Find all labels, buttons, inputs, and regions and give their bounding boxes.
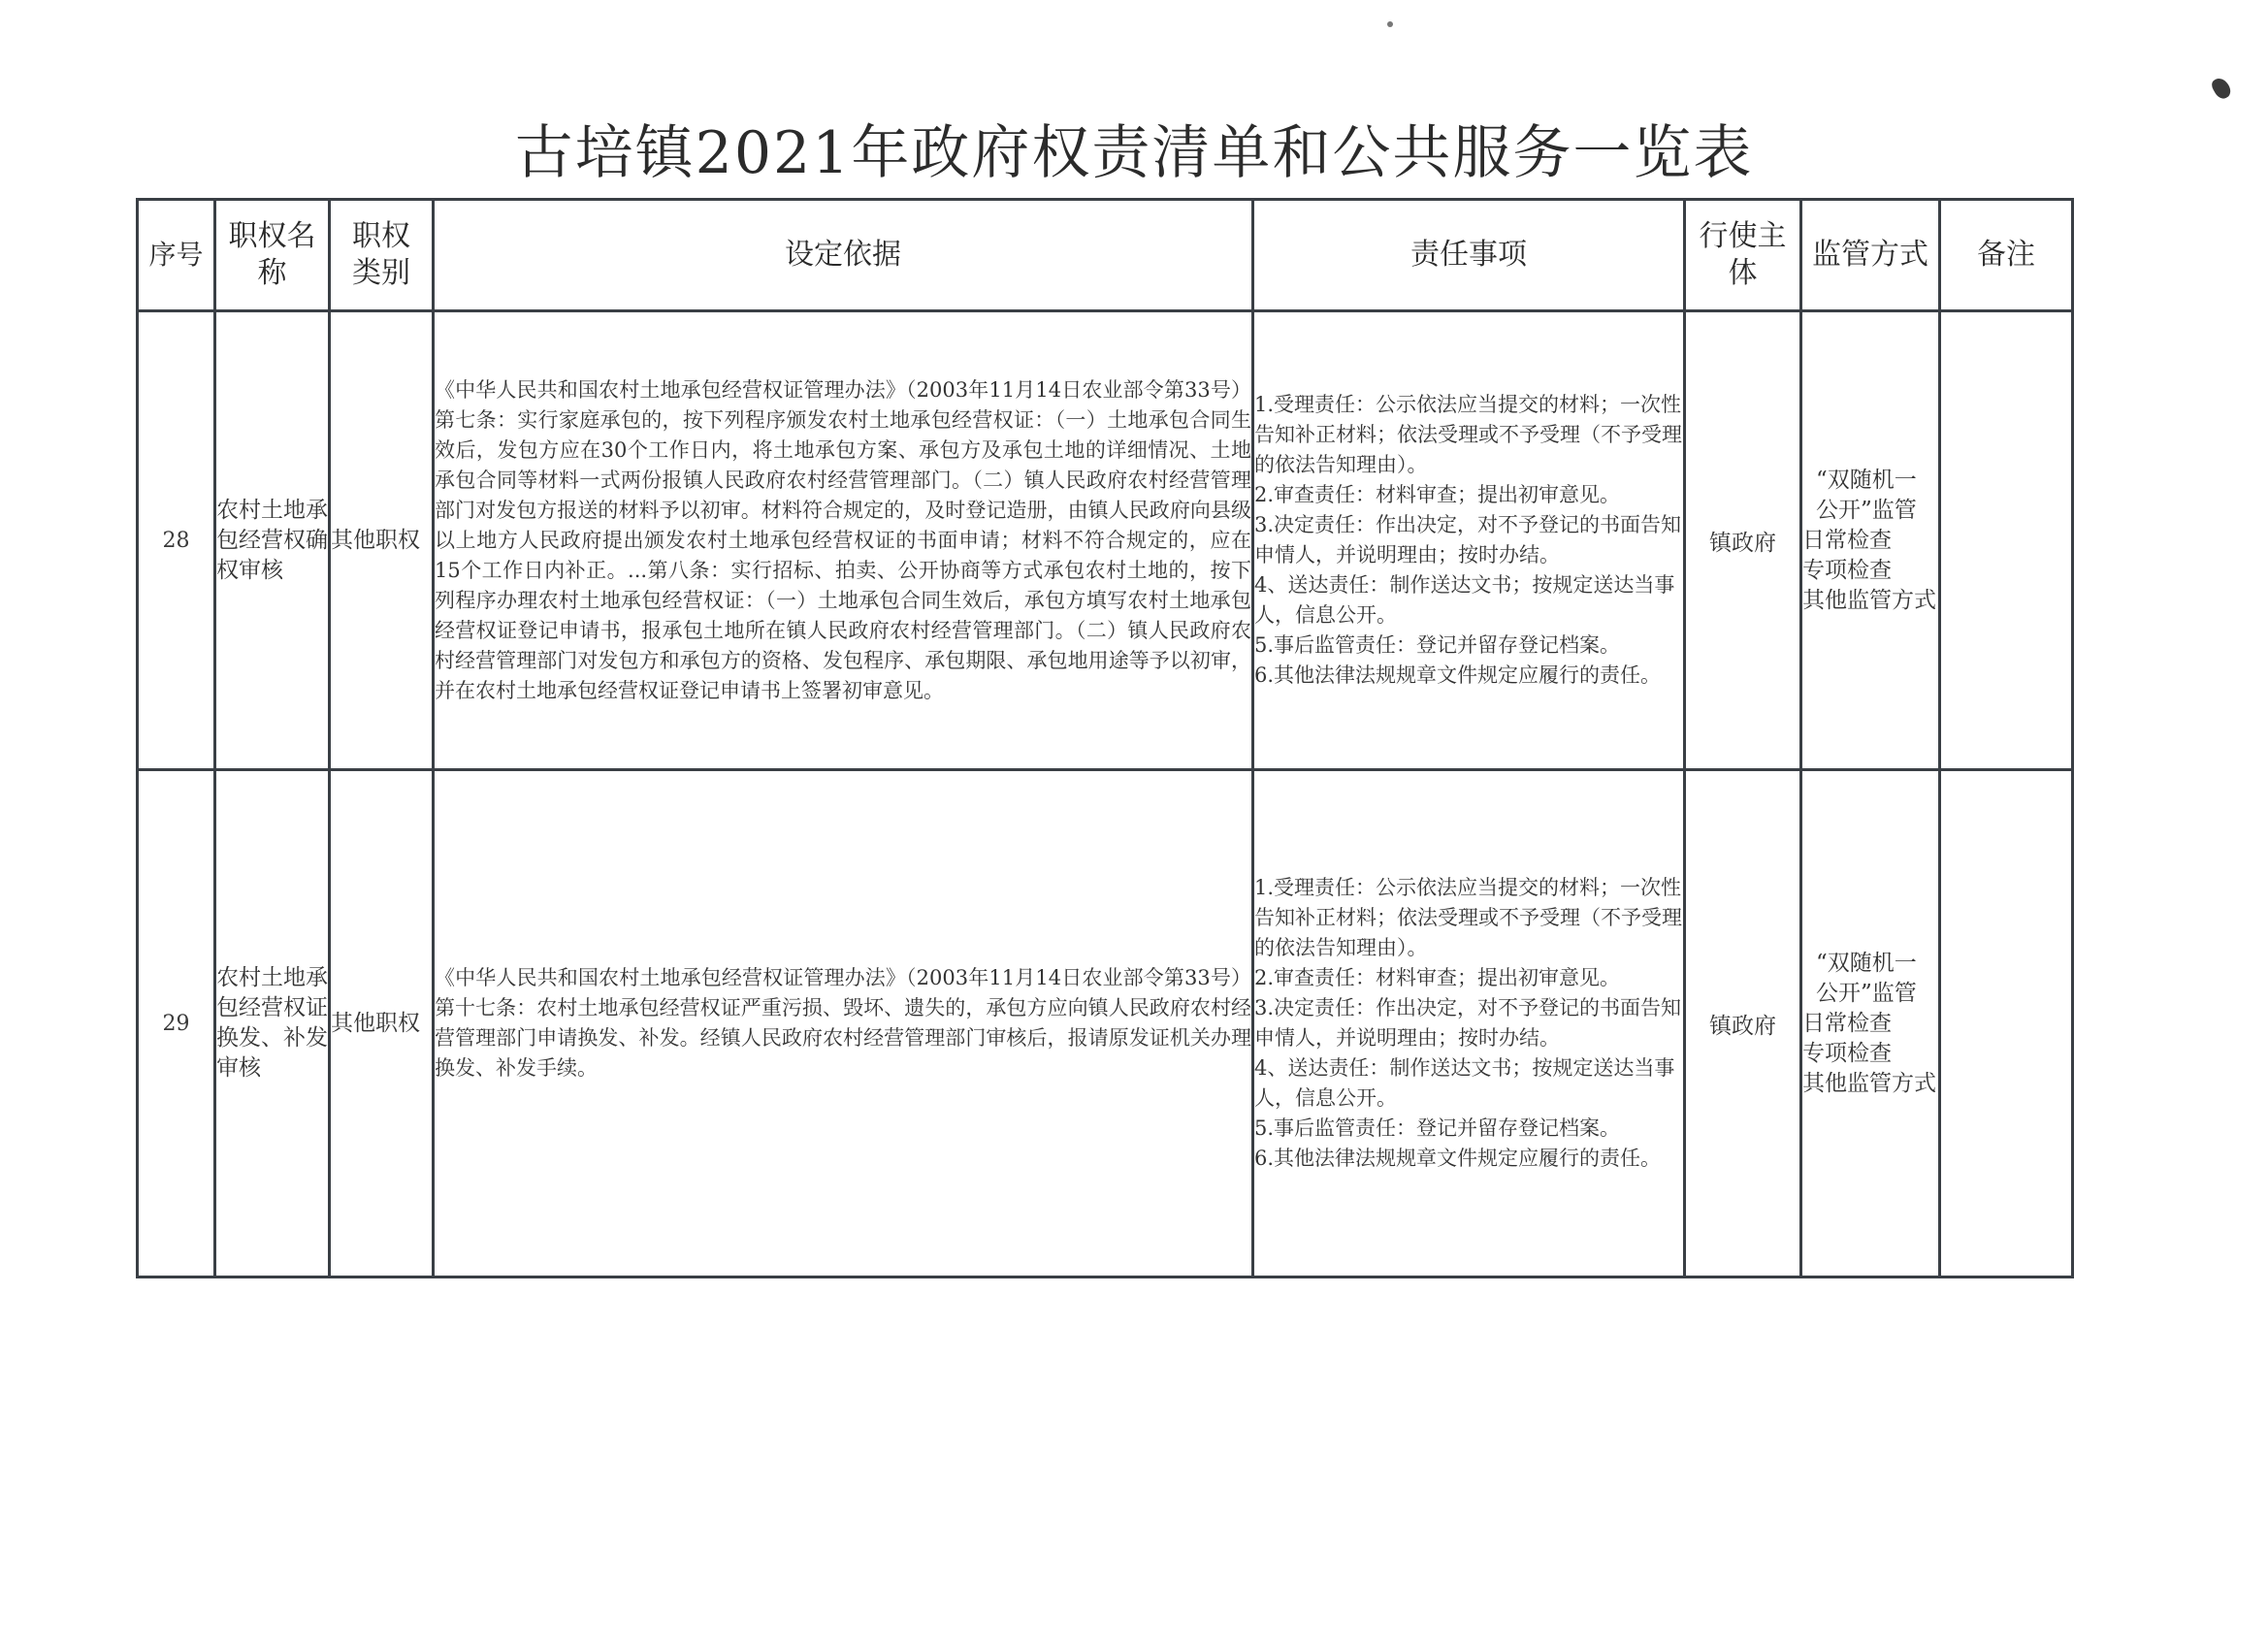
row-legal-basis: 《中华人民共和国农村土地承包经营权证管理办法》（2003年11月14日农业部令第33号）第七条：实行家庭承包的，按下列程序颁发农村土地承包经营权证：（一）土地承包合同生效后，发包方应在30个工作日内，将土地承包方案、承包方及承包土地的详细情况、土地承包合同等材料一式两份报镇人民政府农村经营管理部门。（二）镇人民政府农村经营管理部门对发包方报送的材料予以初审。材料符合规定的，及时登记造册，由镇人民政府向县级以上地方人民政府提出颁发农村土地承包经营权证的书面申请；材料不符合规定的，应在15个工作日内补正。...第八条：实行招标、拍卖、公开协商等方式承包农村土地的，按下列程序办理农村土地承包经营权证：（一）土地承包合同生效后，承包方填写农村土地承包经营权证登记申请书，报承包土地所在镇人民政府农村经营管理部门。（二）镇人民政府农村经营管理部门对发包方和承包方的资格、发包程序、承包期限、承包地用途等予以初审，并在农村土地承包经营权证登记申请书上签署初审意见。 bbox=[434, 311, 1253, 770]
page-title: 古培镇2021年政府权责清单和公共服务一览表 bbox=[514, 119, 1754, 187]
header-seq: 序号 bbox=[138, 200, 215, 311]
duty-item: 4、送达责任：制作送达文书；按规定送达当事人，信息公开。 bbox=[1254, 1056, 1675, 1110]
row-note bbox=[1940, 770, 2073, 1277]
supervision-item: “双随机一公开”监管 bbox=[1816, 467, 1917, 523]
scan-artifact bbox=[2210, 75, 2234, 101]
supervision-item: 专项检查 bbox=[1802, 557, 1892, 583]
header-note: 备注 bbox=[1940, 200, 2073, 311]
row-duties bbox=[1253, 770, 1685, 1277]
duty-item: 6.其他法律法规规章文件规定应履行的责任。 bbox=[1254, 663, 1662, 687]
header-name: 职权名称 bbox=[215, 200, 330, 311]
row-power-type: 其他职权 bbox=[330, 770, 434, 1277]
table-row bbox=[138, 311, 2073, 770]
supervision-item: 日常检查 bbox=[1802, 1010, 1892, 1036]
row-power-name: 农村土地承包经营权证换发、补发审核 bbox=[215, 770, 330, 1277]
row-power-type: 其他职权 bbox=[330, 311, 434, 770]
row-subject: 镇政府 bbox=[1685, 770, 1801, 1277]
powers-table bbox=[136, 198, 2074, 1278]
duty-item: 3.决定责任：作出决定，对不予登记的书面告知申情人，并说明理由；按时办结。 bbox=[1254, 996, 1682, 1050]
table-row bbox=[138, 770, 2073, 1277]
duty-item: 2.审查责任：材料审查；提出初审意见。 bbox=[1254, 483, 1621, 506]
row-duties bbox=[1253, 311, 1685, 770]
duty-item: 4、送达责任：制作送达文书；按规定送达当事人，信息公开。 bbox=[1254, 573, 1675, 627]
supervision-item: “双随机一公开”监管 bbox=[1816, 950, 1917, 1006]
header-type: 职权类别 bbox=[330, 200, 434, 311]
supervision-item: 专项检查 bbox=[1802, 1040, 1892, 1066]
header-supervision: 监管方式 bbox=[1801, 200, 1940, 311]
header-duties: 责任事项 bbox=[1253, 200, 1685, 311]
row-seq: 29 bbox=[138, 770, 215, 1277]
duty-item: 1.受理责任：公示依法应当提交的材料；一次性告知补正材料；依法受理或不予受理（不予受理的依法告知理由）。 bbox=[1254, 876, 1682, 959]
scan-speck bbox=[1387, 21, 1393, 27]
row-supervision bbox=[1801, 311, 1940, 770]
table-header-row bbox=[138, 200, 2073, 311]
row-seq: 28 bbox=[138, 311, 215, 770]
supervision-item: 日常检查 bbox=[1802, 527, 1892, 553]
row-supervision bbox=[1801, 770, 1940, 1277]
duty-item: 2.审查责任：材料审查；提出初审意见。 bbox=[1254, 966, 1621, 989]
row-note bbox=[1940, 311, 2073, 770]
header-basis: 设定依据 bbox=[434, 200, 1253, 311]
duty-item: 5.事后监管责任：登记并留存登记档案。 bbox=[1254, 633, 1621, 657]
duty-item: 1.受理责任：公示依法应当提交的材料；一次性告知补正材料；依法受理或不予受理（不予受理的依法告知理由）。 bbox=[1254, 393, 1682, 476]
header-subject: 行使主体 bbox=[1685, 200, 1801, 311]
row-legal-basis: 《中华人民共和国农村土地承包经营权证管理办法》（2003年11月14日农业部令第33号）第十七条：农村土地承包经营权证严重污损、毁坏、遗失的，承包方应向镇人民政府农村经营管理部门申请换发、补发。经镇人民政府农村经营管理部门审核后，报请原发证机关办理换发、补发手续。 bbox=[434, 770, 1253, 1277]
row-power-name: 农村土地承包经营权确权审核 bbox=[215, 311, 330, 770]
supervision-item: 其他监管方式 bbox=[1802, 1070, 1936, 1096]
duty-item: 3.决定责任：作出决定，对不予登记的书面告知申情人，并说明理由；按时办结。 bbox=[1254, 513, 1682, 566]
supervision-item: 其他监管方式 bbox=[1802, 587, 1936, 613]
row-subject: 镇政府 bbox=[1685, 311, 1801, 770]
duty-item: 5.事后监管责任：登记并留存登记档案。 bbox=[1254, 1116, 1621, 1140]
duty-item: 6.其他法律法规规章文件规定应履行的责任。 bbox=[1254, 1147, 1662, 1170]
